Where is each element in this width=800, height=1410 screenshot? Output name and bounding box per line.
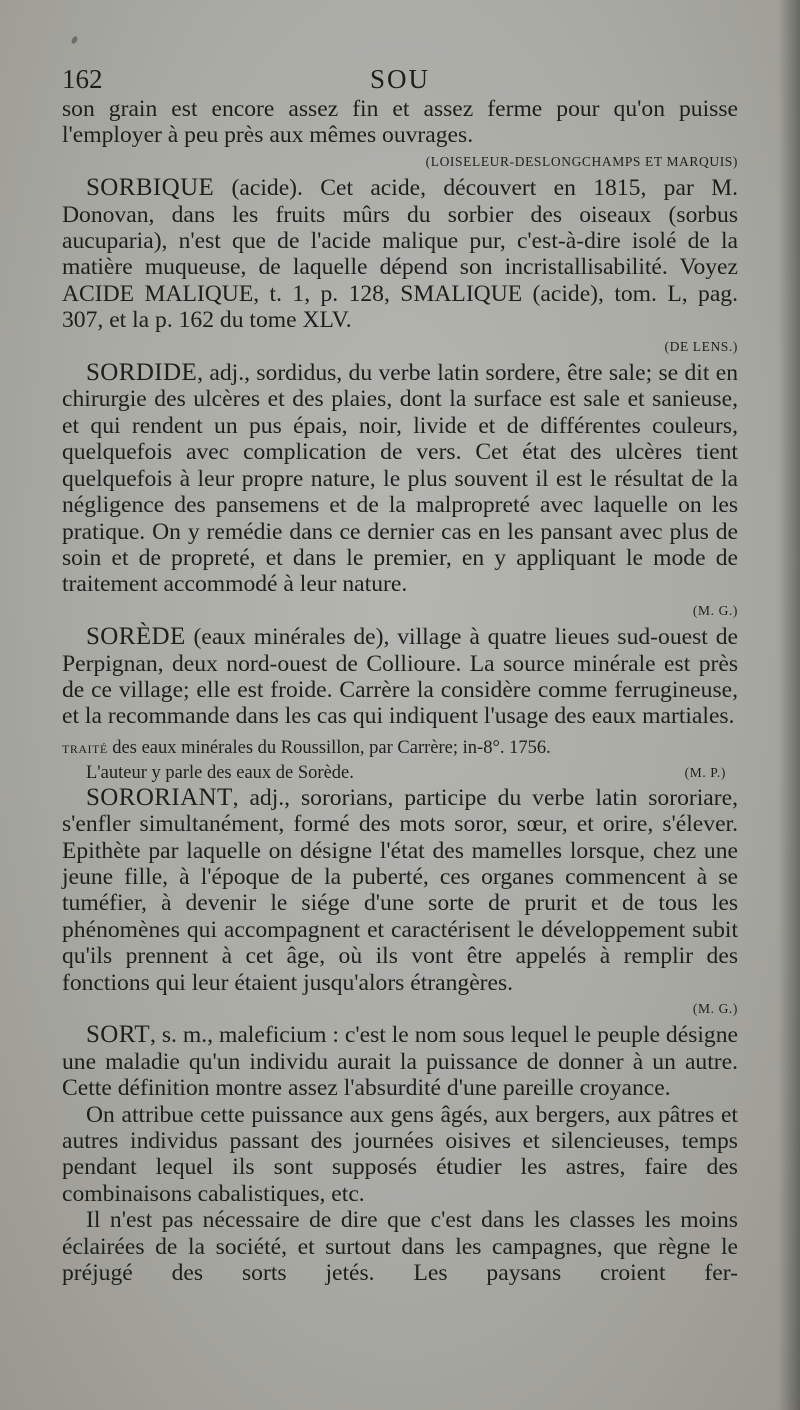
entry-sorede (62, 624, 738, 730)
page-header (62, 64, 738, 98)
entry-term: SORÈDE (86, 623, 186, 651)
entry-sort-paragraph-3: Il n'est pas nécessaire de dire que c'est dans les classes les moins éclairées de la société, et surtout dans les campagnes, que règne le préjugé des sorts jetés. Les paysans croient fer- (62, 1207, 738, 1287)
entry-text: , adj., sordidus, du verbe latin sordere, être sale; se dit en chirurgie des ulcères et des plaies, dont la surface est sale et sanieuse, et qui rendent un pus épais, noir, livide et de différentes couleurs, quelquefois avec complication de vers. Cet état des ulcères tient quelquefois à leur propre nature, le plus souvent il est le résultat de la négligence des pansemens et de la malpropreté avec laquelle on les pratique. On y remédie dans ce dernier cas en les pansant avec plus de soin et de propreté, et dans le premier, en y appliquant le mode de traitement accommodé à leur nature. (62, 360, 738, 598)
entry-text: , s. m., maleficium : c'est le nom sous lequel le peuple désigne une maladie qu'un individu aurait la puissance de donner à un autre. Cette définition montre assez l'absurdité d'une pareille croyance. (62, 1022, 738, 1102)
bibliography-note: L'auteur y parle des eaux de Sorède. (86, 762, 354, 783)
entry-sorbique (62, 175, 738, 333)
entry-term: SORT (86, 1021, 151, 1049)
running-head: SOU (369, 64, 430, 94)
entry-term: SORBIQUE (86, 174, 215, 202)
page-number: 162 (62, 64, 103, 94)
entry-continuation: son grain est encore assez fin et assez ferme pour qu'on puisse l'employer à peu près aux mêmes ouvrages. (62, 96, 738, 149)
entry-signature: (M. G.) (692, 1001, 738, 1016)
entry-signature: (LOISELEUR-DESLONGCHAMPS ET MARQUIS) (425, 153, 738, 169)
entry-sororiant (62, 785, 738, 996)
entry-signature: (M. P.) (684, 764, 726, 780)
bibliography-lead: TRAITÉ (62, 741, 108, 756)
bibliography-line (62, 736, 738, 761)
bibliography-note-row (86, 761, 738, 785)
entry-signature: (M. G.) (692, 602, 738, 618)
entry-term: SORDIDE (86, 359, 198, 387)
entry-text: (acide). Cet acide, découvert en 1815, par M. Donovan, dans les fruits mûrs du sorbier des oiseaux (sorbus aucuparia), n'est que de l'acide malique pur, c'est-à-dire isolé de la matière muqueuse, de laquelle dépend son incristallisabilité. Voyez ACIDE MALIQUE, t. 1, p. 128, SMALIQUE (acide), tom. L, pag. 307, et la p. 162 du tome XLV. (62, 175, 738, 334)
bibliography-text: des eaux minérales du Roussillon, par Carrère; in-8°. 1756. (107, 737, 551, 758)
entry-text: (eaux minérales de), village à quatre lieues sud-ouest de Perpignan, deux nord-ouest de Collioure. La source minérale est près de ce village; elle est froide. Carrère la considère comme ferrugineuse, et la recommande dans les cas qui indiquent l'usage des eaux martiales. (62, 624, 738, 730)
page-body (62, 96, 738, 1286)
ink-speck (70, 35, 78, 44)
entry-sort (62, 1022, 738, 1101)
entry-sort-paragraph-2: On attribue cette puissance aux gens âgés, aux bergers, aux pâtres et autres individus passant des journées oisives et silencieuses, temps pendant lequel ils sont supposés étudier les astres, faire des combinaisons cabalistiques, etc. (62, 1101, 738, 1207)
entry-sordide (62, 360, 738, 598)
entry-text: , adj., sororians, participe du verbe latin sororiare, s'enfler simultanément, formé des mots soror, sœur, et orire, s'élever. Epithète par laquelle on désigne l'état des mamelles lorsque, chez une jeune fille, à l'époque de la puberté, ces organes commencent à se tuméfier, à devenir le siége d'une sorte de prurit et de tous les phénomènes qui accompagnent et caractérisent le développement subit qu'ils prennent à cet âge, où ils vont être appelés à remplir des fonctions qui leur étaient jusqu'alors étrangères. (62, 784, 738, 996)
page-gutter-shadow (778, 0, 800, 1410)
entry-term: SORORIANT (86, 783, 233, 811)
entry-signature: (DE LENS.) (664, 338, 738, 354)
